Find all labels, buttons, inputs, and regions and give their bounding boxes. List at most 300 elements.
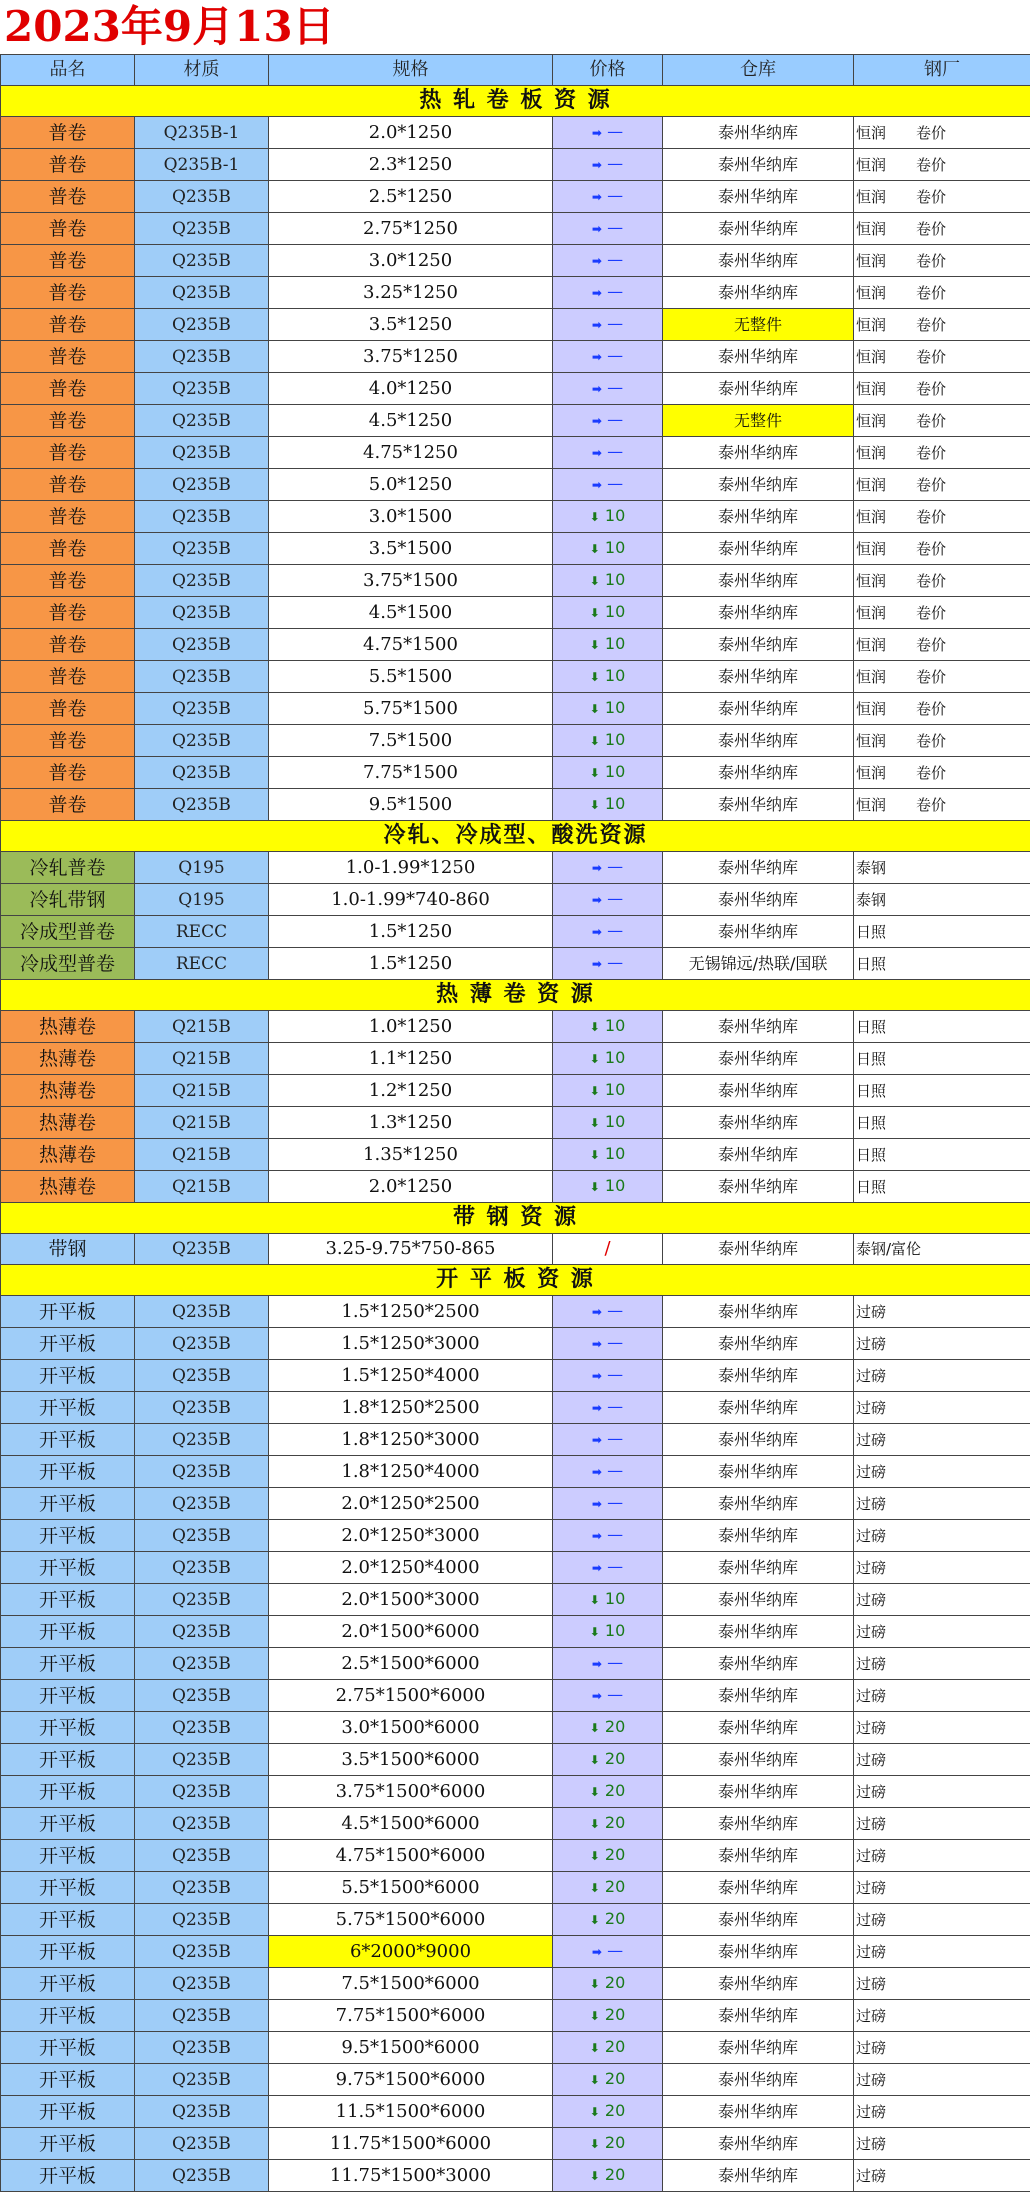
arrow-down-icon: ⬇ xyxy=(590,702,600,716)
spec-cell: 1.1*1250 xyxy=(269,1043,553,1075)
price-value: — xyxy=(607,921,623,940)
warehouse-cell: 无锡锦远/热联/国联 xyxy=(663,948,854,980)
product-name-cell: 普卷 xyxy=(1,661,135,693)
material-cell: Q235B xyxy=(135,1712,269,1744)
mill-name: 恒润 xyxy=(856,668,886,686)
price-value: 10 xyxy=(605,602,625,621)
mill-name: 日照 xyxy=(856,1146,886,1164)
table-row xyxy=(1,948,1030,980)
spec-cell: 2.5*1500*6000 xyxy=(269,1648,553,1680)
section-header-row xyxy=(1,821,1030,852)
spec-cell: 2.0*1500*3000 xyxy=(269,1584,553,1616)
table-row xyxy=(1,693,1030,725)
price-value: 20 xyxy=(605,1877,625,1896)
product-name-cell: 热薄卷 xyxy=(1,1011,135,1043)
arrow-down-icon: ⬇ xyxy=(590,1753,600,1767)
table-row xyxy=(1,1936,1030,1968)
price-cell xyxy=(553,693,663,725)
mill-cell xyxy=(854,1296,1030,1328)
price-cell xyxy=(553,789,663,821)
price-cell xyxy=(553,1712,663,1744)
spec-cell: 7.75*1500 xyxy=(269,757,553,789)
mill-name: 恒润 xyxy=(856,700,886,718)
mill-cell xyxy=(854,1107,1030,1139)
material-cell: Q235B xyxy=(135,405,269,437)
spec-cell: 1.8*1250*4000 xyxy=(269,1456,553,1488)
material-cell: Q235B xyxy=(135,1360,269,1392)
arrow-right-icon: ➡ xyxy=(592,158,602,172)
arrow-down-icon: ⬇ xyxy=(590,1849,600,1863)
price-cell xyxy=(553,309,663,341)
product-name-cell: 开平板 xyxy=(1,2032,135,2064)
table-row xyxy=(1,1744,1030,1776)
mill-cell xyxy=(854,789,1030,821)
mill-cell xyxy=(854,469,1030,501)
arrow-down-icon: ⬇ xyxy=(590,734,600,748)
material-cell: Q235B xyxy=(135,2160,269,2192)
arrow-right-icon: ➡ xyxy=(592,1561,602,1575)
spec-cell: 2.5*1250 xyxy=(269,181,553,213)
product-name-cell: 普卷 xyxy=(1,437,135,469)
material-cell: Q235B xyxy=(135,341,269,373)
spec-cell: 7.75*1500*6000 xyxy=(269,2000,553,2032)
price-value: 20 xyxy=(605,1749,625,1768)
spec-cell: 2.0*1250 xyxy=(269,1171,553,1203)
product-name-cell: 冷轧带钢 xyxy=(1,884,135,916)
table-row xyxy=(1,2128,1030,2160)
arrow-right-icon: ➡ xyxy=(592,318,602,332)
product-name-cell: 热薄卷 xyxy=(1,1075,135,1107)
price-cell xyxy=(553,469,663,501)
price-value: — xyxy=(607,218,623,237)
material-cell: Q235B xyxy=(135,213,269,245)
price-value: 10 xyxy=(605,570,625,589)
mill-name: 过磅 xyxy=(856,2135,886,2153)
price-cell xyxy=(553,1552,663,1584)
material-cell: Q215B xyxy=(135,1139,269,1171)
mill-cell xyxy=(854,1936,1030,1968)
material-cell: Q235B xyxy=(135,597,269,629)
mill-name: 恒润 xyxy=(856,732,886,750)
warehouse-cell: 泰州华纳库 xyxy=(663,597,854,629)
mill-name: 日照 xyxy=(856,1050,886,1068)
material-cell: Q235B xyxy=(135,1424,269,1456)
price-value: — xyxy=(607,314,623,333)
arrow-down-icon: ⬇ xyxy=(590,2105,600,2119)
price-cell xyxy=(553,1075,663,1107)
spec-cell: 4.75*1500 xyxy=(269,629,553,661)
price-value: — xyxy=(607,1365,623,1384)
arrow-down-icon: ⬇ xyxy=(590,1913,600,1927)
table-row xyxy=(1,1968,1030,2000)
warehouse-cell: 泰州华纳库 xyxy=(663,117,854,149)
mill-name: 恒润 xyxy=(856,604,886,622)
price-cell xyxy=(553,2160,663,2192)
table-row xyxy=(1,1075,1030,1107)
price-cell xyxy=(553,1520,663,1552)
mill-cell xyxy=(854,1520,1030,1552)
mill-cell xyxy=(854,2032,1030,2064)
spec-cell: 2.0*1500*6000 xyxy=(269,1616,553,1648)
section-header-row xyxy=(1,1265,1030,1296)
warehouse-cell: 泰州华纳库 xyxy=(663,884,854,916)
warehouse-cell: 泰州华纳库 xyxy=(663,1936,854,1968)
table-row xyxy=(1,2032,1030,2064)
price-value: — xyxy=(607,1429,623,1448)
spec-cell: 1.0-1.99*1250 xyxy=(269,852,553,884)
table-row xyxy=(1,884,1030,916)
product-name-cell: 开平板 xyxy=(1,1456,135,1488)
pricing-basis: 卷价 xyxy=(916,598,946,628)
warehouse-cell: 泰州华纳库 xyxy=(663,1488,854,1520)
material-cell: Q235B xyxy=(135,1552,269,1584)
product-name-cell: 热薄卷 xyxy=(1,1171,135,1203)
price-cell xyxy=(553,916,663,948)
table-row xyxy=(1,1616,1030,1648)
warehouse-cell: 泰州华纳库 xyxy=(663,789,854,821)
mill-name: 恒润 xyxy=(856,572,886,590)
table-row xyxy=(1,1488,1030,1520)
price-value: — xyxy=(607,953,623,972)
spec-cell: 4.5*1500*6000 xyxy=(269,1808,553,1840)
product-name-cell: 开平板 xyxy=(1,1744,135,1776)
section-header-row xyxy=(1,1203,1030,1234)
warehouse-cell: 泰州华纳库 xyxy=(663,1171,854,1203)
spec-cell: 7.5*1500*6000 xyxy=(269,1968,553,2000)
mill-name: 恒润 xyxy=(856,220,886,238)
spec-cell: 1.5*1250*4000 xyxy=(269,1360,553,1392)
arrow-down-icon: ⬇ xyxy=(590,574,600,588)
product-name-cell: 开平板 xyxy=(1,1520,135,1552)
pricing-basis: 卷价 xyxy=(916,438,946,468)
mill-cell xyxy=(854,2128,1030,2160)
price-cell xyxy=(553,1872,663,1904)
arrow-right-icon: ➡ xyxy=(592,1657,602,1671)
spec-cell: 3.0*1500 xyxy=(269,501,553,533)
spec-cell: 3.25-9.75*750-865 xyxy=(269,1234,553,1265)
arrow-right-icon: ➡ xyxy=(592,1305,602,1319)
material-cell: Q235B xyxy=(135,1680,269,1712)
product-name-cell: 普卷 xyxy=(1,693,135,725)
price-cell xyxy=(553,1424,663,1456)
table-row xyxy=(1,1712,1030,1744)
spec-cell: 1.3*1250 xyxy=(269,1107,553,1139)
material-cell: Q235B xyxy=(135,1648,269,1680)
spec-cell: 5.0*1250 xyxy=(269,469,553,501)
warehouse-cell: 泰州华纳库 xyxy=(663,1360,854,1392)
price-cell xyxy=(553,597,663,629)
price-value: 20 xyxy=(605,1973,625,1992)
mill-cell xyxy=(854,149,1030,181)
material-cell: Q235B xyxy=(135,1296,269,1328)
mill-cell xyxy=(854,852,1030,884)
page-title: 2023年9月13日 xyxy=(0,0,1030,54)
arrow-down-icon: ⬇ xyxy=(590,606,600,620)
price-cell xyxy=(553,1328,663,1360)
arrow-right-icon: ➡ xyxy=(592,1337,602,1351)
product-name-cell: 开平板 xyxy=(1,1776,135,1808)
material-cell: Q235B xyxy=(135,693,269,725)
mill-cell xyxy=(854,1776,1030,1808)
price-cell xyxy=(553,181,663,213)
product-name-cell: 开平板 xyxy=(1,1552,135,1584)
warehouse-cell: 泰州华纳库 xyxy=(663,1296,854,1328)
spec-cell: 1.0*1250 xyxy=(269,1011,553,1043)
price-cell xyxy=(553,1234,663,1265)
mill-cell xyxy=(854,1360,1030,1392)
table-row xyxy=(1,533,1030,565)
mill-cell xyxy=(854,757,1030,789)
warehouse-cell: 无整件 xyxy=(663,405,854,437)
price-value: — xyxy=(607,474,623,493)
price-cell xyxy=(553,2064,663,2096)
pricing-basis: 卷价 xyxy=(916,662,946,692)
mill-name: 恒润 xyxy=(856,540,886,558)
mill-cell xyxy=(854,1616,1030,1648)
table-row xyxy=(1,1139,1030,1171)
arrow-down-icon: ⬇ xyxy=(590,798,600,812)
price-value: 10 xyxy=(605,762,625,781)
price-cell xyxy=(553,2096,663,2128)
material-cell: Q235B xyxy=(135,469,269,501)
product-name-cell: 热薄卷 xyxy=(1,1107,135,1139)
warehouse-cell: 泰州华纳库 xyxy=(663,1234,854,1265)
spec-cell: 3.25*1250 xyxy=(269,277,553,309)
arrow-down-icon: ⬇ xyxy=(590,2137,600,2151)
price-cell xyxy=(553,1171,663,1203)
spec-cell: 2.0*1250*4000 xyxy=(269,1552,553,1584)
price-cell xyxy=(553,405,663,437)
warehouse-cell: 泰州华纳库 xyxy=(663,1744,854,1776)
mill-cell xyxy=(854,1968,1030,2000)
price-value: 20 xyxy=(605,1845,625,1864)
product-name-cell: 开平板 xyxy=(1,1968,135,2000)
mill-cell xyxy=(854,1043,1030,1075)
material-cell: Q235B-1 xyxy=(135,149,269,181)
price-cell xyxy=(553,245,663,277)
table-row xyxy=(1,1043,1030,1075)
arrow-down-icon: ⬇ xyxy=(590,766,600,780)
mill-cell xyxy=(854,1744,1030,1776)
price-table xyxy=(0,54,1030,2192)
mill-name: 恒润 xyxy=(856,188,886,206)
arrow-right-icon: ➡ xyxy=(592,925,602,939)
mill-name: 泰钢 xyxy=(856,891,886,909)
price-value: — xyxy=(607,122,623,141)
mill-cell xyxy=(854,1680,1030,1712)
arrow-right-icon: ➡ xyxy=(592,1945,602,1959)
material-cell: Q195 xyxy=(135,884,269,916)
price-value: 10 xyxy=(605,538,625,557)
spec-cell: 5.5*1500*6000 xyxy=(269,1872,553,1904)
table-row xyxy=(1,1648,1030,1680)
price-value: 10 xyxy=(605,794,625,813)
mill-name: 日照 xyxy=(856,1018,886,1036)
price-cell xyxy=(553,2032,663,2064)
material-cell: Q235B xyxy=(135,245,269,277)
warehouse-cell: 泰州华纳库 xyxy=(663,1011,854,1043)
mill-name: 过磅 xyxy=(856,1847,886,1865)
product-name-cell: 普卷 xyxy=(1,373,135,405)
material-cell: Q235B xyxy=(135,1488,269,1520)
arrow-down-icon: ⬇ xyxy=(590,2041,600,2055)
mill-cell xyxy=(854,1552,1030,1584)
mill-name: 过磅 xyxy=(856,2103,886,2121)
mill-cell xyxy=(854,2000,1030,2032)
table-row xyxy=(1,1424,1030,1456)
price-value: — xyxy=(607,1941,623,1960)
mill-cell xyxy=(854,1648,1030,1680)
warehouse-cell: 泰州华纳库 xyxy=(663,1808,854,1840)
price-cell xyxy=(553,149,663,181)
price-value: — xyxy=(607,857,623,876)
table-row xyxy=(1,149,1030,181)
material-cell: Q215B xyxy=(135,1171,269,1203)
warehouse-cell: 无整件 xyxy=(663,309,854,341)
spec-cell: 4.5*1250 xyxy=(269,405,553,437)
header-name: 品名 xyxy=(1,55,135,86)
warehouse-cell: 泰州华纳库 xyxy=(663,1712,854,1744)
table-row xyxy=(1,1360,1030,1392)
mill-cell xyxy=(854,884,1030,916)
material-cell: Q235B xyxy=(135,2000,269,2032)
header-material: 材质 xyxy=(135,55,269,86)
material-cell: RECC xyxy=(135,948,269,980)
mill-cell xyxy=(854,2064,1030,2096)
price-value: 20 xyxy=(605,1717,625,1736)
product-name-cell: 开平板 xyxy=(1,1392,135,1424)
spec-cell: 3.5*1500 xyxy=(269,533,553,565)
pricing-basis: 卷价 xyxy=(916,342,946,372)
spec-cell: 2.75*1250 xyxy=(269,213,553,245)
mill-cell xyxy=(854,1456,1030,1488)
price-value: 20 xyxy=(605,1813,625,1832)
table-row xyxy=(1,181,1030,213)
mill-name: 恒润 xyxy=(856,252,886,270)
arrow-down-icon: ⬇ xyxy=(590,2009,600,2023)
arrow-right-icon: ➡ xyxy=(592,222,602,236)
price-value: — xyxy=(607,410,623,429)
spec-cell: 3.0*1500*6000 xyxy=(269,1712,553,1744)
warehouse-cell: 泰州华纳库 xyxy=(663,2096,854,2128)
price-value: — xyxy=(607,1397,623,1416)
spec-cell: 11.75*1500*3000 xyxy=(269,2160,553,2192)
mill-name: 日照 xyxy=(856,1082,886,1100)
price-cell xyxy=(553,1808,663,1840)
warehouse-cell: 泰州华纳库 xyxy=(663,1872,854,1904)
price-cell xyxy=(553,565,663,597)
mill-name: 过磅 xyxy=(856,1687,886,1705)
mill-cell xyxy=(854,1712,1030,1744)
price-value: — xyxy=(607,282,623,301)
product-name-cell: 开平板 xyxy=(1,1680,135,1712)
product-name-cell: 普卷 xyxy=(1,789,135,821)
price-value: 20 xyxy=(605,2101,625,2120)
product-name-cell: 开平板 xyxy=(1,1712,135,1744)
price-cell xyxy=(553,1392,663,1424)
warehouse-cell: 泰州华纳库 xyxy=(663,245,854,277)
table-row xyxy=(1,1520,1030,1552)
mill-name: 过磅 xyxy=(856,1975,886,1993)
table-row xyxy=(1,1011,1030,1043)
price-value: — xyxy=(607,1461,623,1480)
material-cell: Q235B xyxy=(135,1392,269,1424)
warehouse-cell: 泰州华纳库 xyxy=(663,469,854,501)
table-row xyxy=(1,597,1030,629)
spec-cell: 1.5*1250*2500 xyxy=(269,1296,553,1328)
warehouse-cell: 泰州华纳库 xyxy=(663,1043,854,1075)
spec-cell: 1.35*1250 xyxy=(269,1139,553,1171)
warehouse-cell: 泰州华纳库 xyxy=(663,916,854,948)
spec-cell: 3.0*1250 xyxy=(269,245,553,277)
pricing-basis: 卷价 xyxy=(916,118,946,148)
mill-name: 过磅 xyxy=(856,1335,886,1353)
spec-cell: 5.75*1500*6000 xyxy=(269,1904,553,1936)
mill-cell xyxy=(854,501,1030,533)
material-cell: Q235B xyxy=(135,309,269,341)
table-row xyxy=(1,1680,1030,1712)
material-cell: Q235B xyxy=(135,1328,269,1360)
mill-name: 过磅 xyxy=(856,1719,886,1737)
material-cell: Q235B xyxy=(135,1234,269,1265)
price-value: — xyxy=(607,1653,623,1672)
price-cell xyxy=(553,661,663,693)
arrow-down-icon: ⬇ xyxy=(590,638,600,652)
table-row xyxy=(1,1808,1030,1840)
material-cell: Q235B xyxy=(135,533,269,565)
product-name-cell: 热薄卷 xyxy=(1,1043,135,1075)
price-value: 10 xyxy=(605,730,625,749)
table-row xyxy=(1,1904,1030,1936)
mill-name: 过磅 xyxy=(856,1399,886,1417)
table-row xyxy=(1,501,1030,533)
material-cell: Q235B xyxy=(135,1904,269,1936)
warehouse-cell: 泰州华纳库 xyxy=(663,1776,854,1808)
mill-cell xyxy=(854,533,1030,565)
arrow-down-icon: ⬇ xyxy=(590,1625,600,1639)
arrow-down-icon: ⬇ xyxy=(590,1721,600,1735)
mill-cell xyxy=(854,373,1030,405)
arrow-right-icon: ➡ xyxy=(592,1497,602,1511)
price-cell xyxy=(553,2000,663,2032)
product-name-cell: 普卷 xyxy=(1,469,135,501)
header-price: 价格 xyxy=(553,55,663,86)
header-spec: 规格 xyxy=(269,55,553,86)
product-name-cell: 开平板 xyxy=(1,2000,135,2032)
mill-name: 过磅 xyxy=(856,1527,886,1545)
table-row xyxy=(1,757,1030,789)
warehouse-cell: 泰州华纳库 xyxy=(663,725,854,757)
product-name-cell: 普卷 xyxy=(1,117,135,149)
mill-name: 日照 xyxy=(856,1178,886,1196)
warehouse-cell: 泰州华纳库 xyxy=(663,1424,854,1456)
product-name-cell: 普卷 xyxy=(1,277,135,309)
mill-cell xyxy=(854,565,1030,597)
material-cell: Q235B xyxy=(135,1936,269,1968)
spec-cell: 3.75*1250 xyxy=(269,341,553,373)
spec-cell: 2.0*1250 xyxy=(269,117,553,149)
table-row xyxy=(1,2096,1030,2128)
arrow-right-icon: ➡ xyxy=(592,190,602,204)
warehouse-cell: 泰州华纳库 xyxy=(663,661,854,693)
product-name-cell: 普卷 xyxy=(1,757,135,789)
material-cell: Q215B xyxy=(135,1011,269,1043)
table-row xyxy=(1,1107,1030,1139)
table-row xyxy=(1,1234,1030,1265)
mill-cell xyxy=(854,597,1030,629)
price-value: — xyxy=(607,442,623,461)
material-cell: Q235B xyxy=(135,629,269,661)
